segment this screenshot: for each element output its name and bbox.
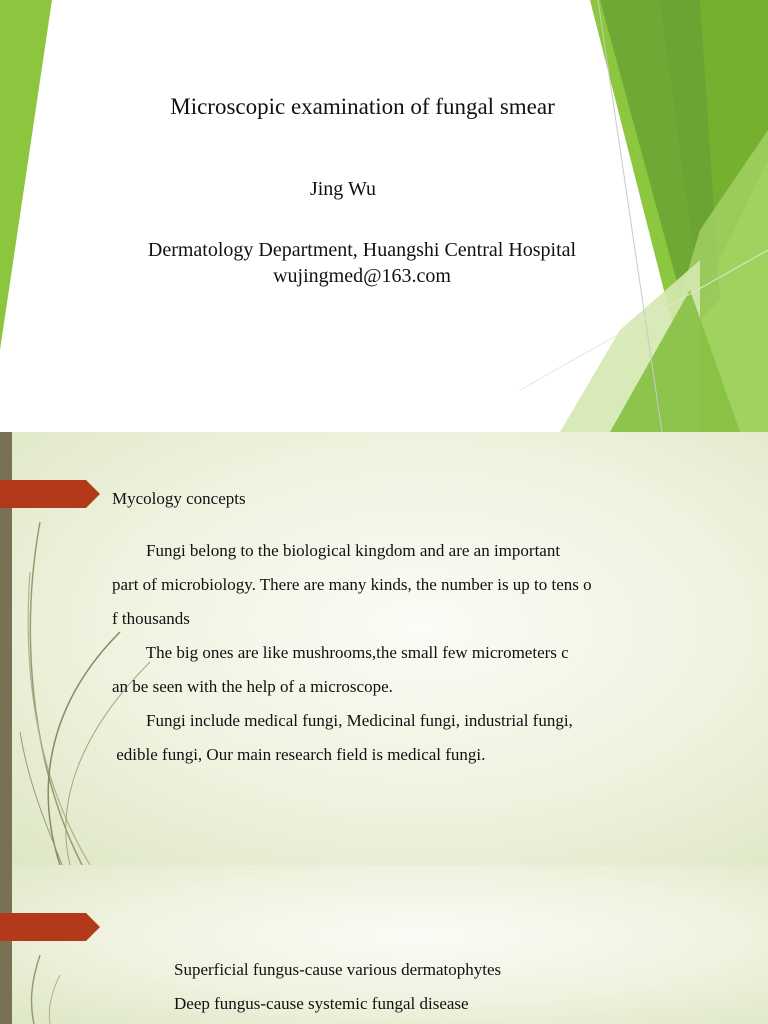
text-line: edible fungi, Our main research field is medical fungi. [112,745,486,764]
list-item: Superficial fungus-cause various dermatophytes [174,960,502,979]
fungus-types-list [174,953,501,1021]
paragraph-2 [112,636,672,704]
curve-line [48,632,120,865]
text-line: f thousands [112,609,190,628]
department-name: Dermatology Department, Huangshi Central Hospital [147,239,577,261]
paragraph-1 [112,534,672,636]
fungus-types-slide [0,865,768,1024]
curve-line [32,955,40,1024]
list-item: Deep fungus-cause systemic fungal disease [174,994,469,1013]
red-arrow-marker [0,913,100,941]
text-line: The big ones are like mushrooms,the small few micrometers c [112,643,569,662]
red-arrow-marker [0,480,100,508]
mycology-concepts-slide [0,432,768,865]
text-line: Fungi belong to the biological kingdom and are an important [112,541,561,560]
slide-title: Microscopic examination of fungal smear [170,94,555,119]
title-slide [0,0,768,432]
left-green-shape [0,0,52,350]
paragraph-3 [112,704,672,772]
author-email: wujingmed@163.com [273,265,451,287]
curve-line [49,975,60,1024]
green-triangle-decoration [0,0,768,432]
text-line: an be seen with the help of a microscope. [112,677,393,696]
text-line: part of microbiology. There are many kinds, the number is up to tens o [112,575,592,594]
text-line: Fungi include medical fungi, Medicinal fungi, industrial fungi, [112,711,573,730]
section-heading: Mycology concepts [112,489,246,508]
author-name: Jing Wu [309,178,377,200]
